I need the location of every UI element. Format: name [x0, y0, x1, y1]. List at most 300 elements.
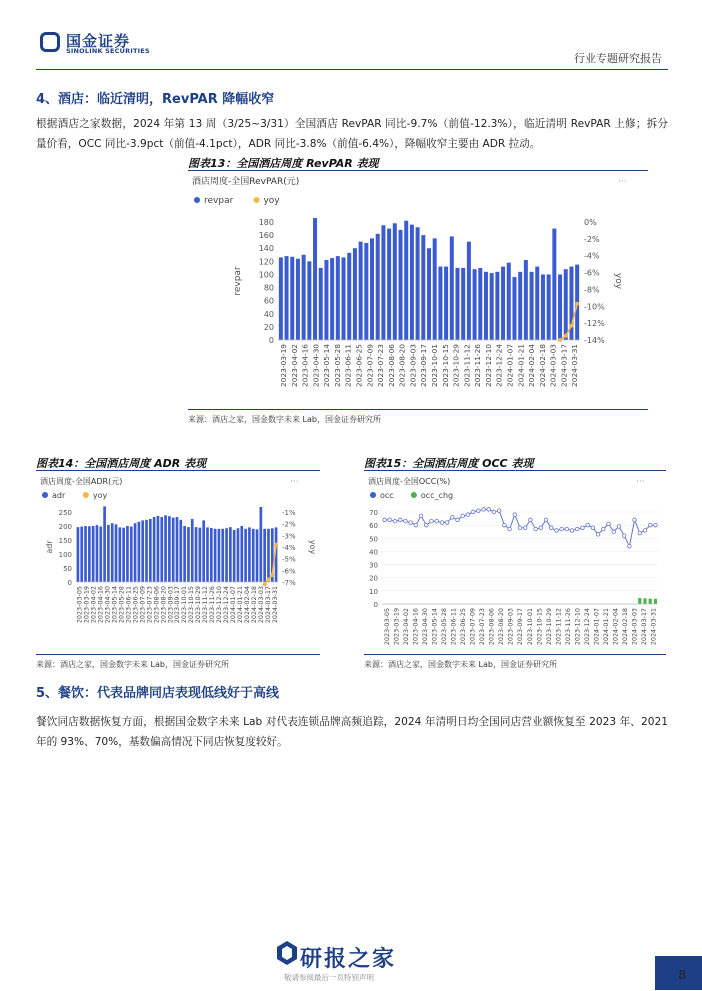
x-tick-label: 2023-09-17 — [516, 608, 525, 646]
section-4-heading: 4、酒店：临近清明，RevPAR 降幅收窄 — [36, 92, 275, 107]
occ-point-10 — [435, 519, 439, 523]
x-tick-label: 2023-04-16 — [96, 586, 105, 624]
bar-revpar-44 — [530, 272, 534, 340]
bar-revpar-16 — [370, 238, 374, 340]
occ-point-0 — [383, 518, 387, 522]
brand-name-en: SINOLINK SECURITIES — [66, 47, 150, 55]
section-5-paragraph: 餐饮同店数据恢复方面，根据国金数字未来 Lab 对代表连锁品牌高频追踪，2024 年清明日均全国同店营业额恢复至 2023 年、2021 年的 93%、70%，基数偏高情况下同店恢复度较好。 — [36, 716, 668, 748]
y-tick-label: 60 — [263, 296, 274, 306]
occ-point-45 — [617, 525, 621, 529]
x-tick-label: 2023-06-11 — [449, 608, 458, 646]
legend-label-adr: adr — [52, 491, 66, 500]
x-tick-label: 2024-01-07 — [592, 608, 601, 646]
bar-revpar-40 — [507, 263, 511, 340]
chart-title: 酒店周度-全国RevPAR(元) — [192, 177, 300, 187]
occ-point-52 — [654, 523, 658, 527]
legend-label-occ_chg: occ_chg — [420, 491, 454, 500]
more-options-icon: ··· — [290, 477, 299, 487]
x-tick-label: 2023-03-05 — [75, 586, 84, 624]
y-tick-label: 100 — [258, 270, 274, 280]
x-tick-label: 2023-07-09 — [138, 586, 147, 624]
fig13-source: 来源：酒店之家，国金数字未来 Lab，国金证券研究所 — [188, 415, 381, 424]
bar-revpar-10 — [336, 256, 340, 340]
y2-tick-label: -8% — [584, 285, 600, 295]
x-tick-label: 2024-03-03 — [256, 586, 265, 624]
yoy-point-51 — [270, 573, 274, 577]
x-tick-label: 2023-11-26 — [563, 608, 572, 646]
x-tick-label: 2024-02-18 — [249, 586, 258, 624]
x-tick-label: 2023-05-28 — [117, 586, 126, 624]
occ-point-29 — [534, 527, 538, 531]
x-tick-label: 2023-04-30 — [311, 344, 321, 387]
bar-revpar-42 — [518, 272, 522, 340]
x-tick-label: 2023-03-19 — [392, 608, 401, 646]
bar-revpar-30 — [450, 236, 454, 340]
y-tick-label: 50 — [369, 535, 378, 544]
section-4-paragraph: 根据酒店之家数据，2024 年第 13 周（3/25~3/31）全国酒店 RevPAR 同比-9.7%（前值-12.3%），临近清明 RevPAR 上修；拆分量价看，OCC 同比-3.9pct（前值-4.1pct），ADR 同比-3.8%（前值-6.4%），降幅收窄主要由 ADR 拉动。 — [36, 118, 668, 150]
watermark-brand: 研报之家 — [300, 947, 397, 972]
yoy-point-50 — [564, 334, 568, 338]
y2-tick-label: 0% — [584, 218, 597, 227]
x-tick-label: 2023-10-29 — [451, 344, 461, 387]
bar-adr-48 — [260, 507, 263, 582]
bar-adr-27 — [179, 520, 182, 582]
yoy-point-50 — [266, 578, 270, 582]
occ-point-41 — [596, 533, 600, 537]
x-tick-label: 2023-08-20 — [497, 608, 506, 646]
x-tick-label: 2023-03-05 — [382, 608, 391, 646]
bar-adr-34 — [206, 527, 209, 582]
bar-adr-25 — [172, 518, 175, 582]
x-tick-label: 2024-03-17 — [639, 608, 648, 646]
bar-revpar-14 — [359, 242, 363, 340]
x-tick-label: 2023-07-23 — [478, 608, 487, 646]
x-tick-label: 2024-02-04 — [242, 586, 251, 624]
yoy-line — [560, 304, 577, 340]
legend-label-occ: occ — [380, 491, 394, 500]
occ-point-42 — [602, 527, 606, 531]
x-tick-label: 2023-10-29 — [194, 586, 203, 624]
x-tick-label: 2023-09-03 — [166, 586, 175, 624]
x-tick-label: 2023-10-15 — [440, 344, 450, 387]
x-tick-label: 2023-11-26 — [473, 344, 483, 387]
fig14-label: 图表14：全国酒店周度 ADR 表现 — [36, 457, 207, 470]
y2-tick-label: -3% — [282, 532, 296, 541]
fig15-occ-chart — [364, 472, 666, 652]
occ-chg-bar-49 — [638, 598, 641, 604]
occ-point-51 — [648, 523, 652, 527]
occ-point-3 — [398, 518, 402, 522]
bar-adr-43 — [240, 526, 243, 582]
bar-revpar-23 — [410, 225, 414, 340]
yoy-point-49 — [263, 582, 267, 586]
x-tick-label: 2023-03-19 — [82, 586, 91, 624]
bar-adr-21 — [157, 516, 160, 582]
bar-revpar-46 — [541, 274, 545, 340]
bar-revpar-43 — [524, 260, 528, 340]
x-tick-label: 2023-10-29 — [544, 608, 553, 646]
bar-revpar-0 — [279, 257, 283, 340]
x-tick-label: 2023-07-23 — [145, 586, 154, 624]
bar-adr-20 — [153, 517, 156, 582]
x-tick-label: 2024-03-31 — [270, 586, 279, 624]
bar-adr-44 — [244, 529, 247, 582]
bar-revpar-15 — [364, 243, 368, 340]
bar-adr-26 — [176, 517, 179, 582]
x-tick-label: 2023-06-25 — [459, 608, 468, 646]
y2-tick-label: -6% — [282, 567, 296, 576]
bar-revpar-18 — [381, 225, 385, 340]
bar-revpar-19 — [387, 229, 391, 340]
occ-chg-bar-52 — [654, 599, 657, 604]
x-tick-label: 2023-10-01 — [180, 586, 189, 624]
footer-disclaimer: 敬请参阅最后一页特别声明 — [284, 973, 374, 982]
x-tick-label: 2023-09-17 — [173, 586, 182, 624]
y-tick-label: 80 — [263, 283, 274, 293]
x-tick-label: 2023-05-28 — [332, 344, 342, 387]
occ-point-21 — [492, 510, 496, 514]
brand-logo-icon — [40, 32, 60, 52]
bar-revpar-32 — [461, 268, 465, 340]
bar-adr-15 — [134, 523, 137, 582]
x-tick-label: 2023-08-06 — [487, 608, 496, 646]
occ-point-43 — [607, 522, 611, 526]
y-tick-label: 120 — [258, 257, 274, 267]
fig15-source: 来源：酒店之家，国金数字未来 Lab，国金证券研究所 — [364, 660, 557, 669]
bar-revpar-36 — [484, 272, 488, 340]
y-tick-label: 70 — [369, 509, 378, 517]
bar-adr-9 — [111, 523, 114, 582]
x-tick-label: 2023-04-30 — [103, 586, 112, 624]
legend-marker-yoy — [83, 492, 89, 498]
legend-label-yoy: yoy — [263, 196, 280, 206]
bar-adr-1 — [80, 527, 83, 582]
occ-point-17 — [471, 510, 475, 514]
bar-revpar-50 — [564, 269, 568, 340]
y2-tick-label: -5% — [282, 555, 296, 564]
x-tick-label: 2023-04-02 — [89, 586, 98, 624]
bar-adr-8 — [107, 525, 110, 582]
x-tick-label: 2024-02-18 — [537, 344, 547, 387]
fig14-adr-chart — [36, 472, 320, 652]
occ-chg-bar-51 — [649, 599, 652, 604]
legend-marker-adr — [42, 492, 48, 498]
bar-revpar-5 — [307, 261, 311, 340]
y2-tick-label: -14% — [584, 336, 605, 345]
bar-adr-46 — [252, 529, 255, 582]
bar-adr-37 — [218, 529, 221, 582]
y-tick-label: 20 — [369, 574, 378, 583]
occ-point-9 — [430, 519, 434, 523]
x-tick-label: 2023-06-25 — [131, 586, 140, 624]
legend-marker-occ_chg — [411, 492, 417, 498]
x-tick-label: 2023-05-14 — [110, 586, 119, 624]
bar-adr-49 — [263, 529, 266, 582]
bar-adr-31 — [195, 527, 198, 582]
x-tick-label: 2023-07-09 — [365, 344, 375, 387]
x-tick-label: 2023-12-24 — [221, 586, 230, 624]
x-tick-label: 2023-11-12 — [201, 586, 210, 624]
y2-tick-label: -2% — [584, 234, 600, 244]
fig14-source: 来源：酒店之家，国金数字未来 Lab，国金证券研究所 — [36, 660, 229, 669]
bar-revpar-21 — [399, 230, 403, 340]
y-axis-label: adr — [45, 540, 54, 554]
x-tick-label: 2023-06-11 — [124, 586, 133, 624]
x-tick-label: 2023-07-23 — [376, 344, 386, 387]
more-options-icon: ··· — [636, 477, 645, 487]
bar-revpar-3 — [296, 259, 300, 340]
occ-point-8 — [424, 523, 428, 527]
x-tick-label: 2023-04-16 — [300, 344, 310, 387]
x-tick-label: 2023-04-16 — [411, 608, 420, 646]
occ-point-48 — [633, 518, 637, 522]
x-tick-label: 2024-03-03 — [548, 344, 558, 387]
bar-revpar-48 — [552, 229, 556, 340]
bar-adr-32 — [199, 528, 202, 582]
x-tick-label: 2024-03-31 — [649, 608, 658, 646]
bar-revpar-41 — [512, 277, 516, 340]
occ-point-18 — [477, 509, 481, 513]
y2-tick-label: -4% — [584, 251, 600, 261]
y-tick-label: 100 — [58, 551, 72, 559]
bar-adr-40 — [229, 527, 232, 582]
section-5-heading: 5、餐饮：代表品牌同店表现低线好于高线 — [36, 686, 280, 701]
bar-adr-7 — [103, 506, 106, 582]
occ-point-36 — [570, 529, 574, 533]
fig15-top-rule — [364, 470, 666, 471]
x-tick-label: 2023-12-10 — [215, 586, 224, 624]
occ-point-27 — [523, 526, 527, 530]
x-tick-label: 2023-05-28 — [440, 608, 449, 646]
occ-point-14 — [456, 518, 460, 522]
occ-point-7 — [419, 514, 423, 518]
bar-revpar-9 — [330, 258, 334, 340]
fig13-top-rule — [188, 170, 648, 171]
occ-point-11 — [440, 521, 444, 525]
legend-marker-occ — [370, 492, 376, 498]
bar-revpar-25 — [421, 235, 425, 340]
occ-point-1 — [388, 518, 392, 522]
y-tick-label: 160 — [258, 231, 274, 241]
x-tick-label: 2023-04-02 — [402, 608, 411, 646]
y2-tick-label: -1% — [282, 509, 296, 517]
occ-point-31 — [544, 518, 548, 522]
y-tick-label: 0 — [268, 336, 274, 345]
x-tick-label: 2024-03-03 — [630, 608, 639, 646]
fig14-bottom-rule — [36, 654, 320, 655]
y-tick-label: 180 — [258, 218, 274, 227]
x-tick-label: 2023-08-20 — [159, 586, 168, 624]
bar-adr-33 — [202, 520, 205, 582]
legend-marker-yoy — [253, 197, 259, 203]
legend-label-revpar: revpar — [204, 196, 234, 206]
bar-adr-38 — [221, 529, 224, 582]
occ-point-34 — [560, 527, 564, 531]
occ-point-13 — [451, 515, 455, 519]
occ-point-25 — [513, 513, 517, 517]
bar-revpar-20 — [393, 223, 397, 340]
x-tick-label: 2024-02-04 — [611, 608, 620, 646]
occ-point-39 — [586, 523, 590, 527]
bar-adr-35 — [210, 528, 213, 582]
bar-revpar-34 — [473, 269, 477, 340]
occ-point-46 — [622, 534, 626, 538]
x-tick-label: 2023-10-15 — [187, 586, 196, 624]
occ-point-44 — [612, 530, 616, 534]
x-tick-label: 2024-01-21 — [601, 608, 610, 646]
fig14-top-rule — [36, 470, 320, 471]
occ-point-15 — [461, 514, 465, 518]
bar-adr-5 — [96, 525, 99, 582]
x-tick-label: 2023-12-10 — [573, 608, 582, 646]
occ-point-6 — [414, 523, 418, 527]
x-tick-label: 2023-03-19 — [278, 344, 288, 387]
occ-point-4 — [404, 519, 408, 523]
occ-point-22 — [497, 509, 501, 513]
y-tick-label: 250 — [58, 509, 72, 517]
occ-point-28 — [529, 518, 533, 522]
occ-point-40 — [591, 526, 595, 530]
x-tick-label: 2024-03-17 — [559, 344, 569, 387]
bar-revpar-13 — [353, 248, 357, 340]
x-tick-label: 2023-06-11 — [343, 344, 353, 387]
bar-adr-18 — [145, 520, 148, 582]
y2-tick-label: -6% — [584, 268, 600, 278]
y2-axis-label: yoy — [613, 272, 623, 290]
occ-point-23 — [503, 523, 507, 527]
fig13-bottom-rule — [188, 409, 648, 410]
bar-adr-2 — [84, 526, 87, 582]
occ-point-49 — [638, 531, 642, 535]
occ-point-26 — [518, 526, 522, 530]
fig15-label: 图表15：全国酒店周度 OCC 表现 — [364, 457, 534, 470]
x-tick-label: 2023-05-14 — [322, 344, 332, 387]
x-tick-label: 2024-01-07 — [228, 586, 237, 624]
bar-revpar-31 — [455, 268, 459, 340]
bar-revpar-6 — [313, 218, 317, 340]
bar-revpar-33 — [467, 242, 471, 340]
y-tick-label: 30 — [369, 561, 378, 570]
bar-adr-41 — [233, 530, 236, 582]
occ-point-37 — [575, 527, 579, 531]
bar-adr-36 — [214, 529, 217, 582]
occ-point-20 — [487, 508, 491, 512]
watermark-brand-icon — [276, 940, 298, 966]
bar-revpar-1 — [285, 256, 289, 340]
y2-axis-label: yoy — [308, 539, 317, 555]
y-tick-label: 20 — [263, 322, 274, 332]
occ-point-35 — [565, 527, 569, 531]
bar-adr-19 — [149, 519, 152, 582]
bar-adr-47 — [256, 529, 259, 582]
bar-revpar-7 — [319, 268, 323, 340]
bar-revpar-17 — [376, 234, 380, 340]
x-tick-label: 2023-04-02 — [289, 344, 299, 387]
bar-revpar-26 — [427, 248, 431, 340]
x-tick-label: 2023-09-03 — [408, 344, 418, 387]
bar-adr-16 — [138, 522, 141, 582]
bar-revpar-12 — [347, 253, 351, 340]
bar-revpar-29 — [444, 267, 448, 340]
x-tick-label: 2023-11-26 — [208, 586, 217, 624]
x-tick-label: 2023-11-12 — [462, 344, 472, 387]
y-tick-label: 10 — [369, 587, 378, 596]
occ-point-30 — [539, 526, 543, 530]
x-tick-label: 2024-01-07 — [505, 344, 515, 387]
x-tick-label: 2023-08-06 — [152, 586, 161, 624]
x-tick-label: 2023-09-17 — [419, 344, 429, 387]
bar-revpar-8 — [324, 260, 328, 340]
y2-tick-label: -10% — [584, 302, 605, 312]
occ-point-19 — [482, 508, 486, 512]
yoy-line — [265, 545, 276, 585]
bar-revpar-24 — [416, 227, 420, 340]
bar-adr-17 — [141, 520, 144, 582]
yoy-point-52 — [274, 543, 278, 547]
occ-point-12 — [445, 521, 449, 525]
bar-adr-6 — [99, 527, 102, 582]
y-tick-label: 140 — [258, 244, 274, 254]
brand-name-cn: 国金证券 — [66, 32, 131, 50]
header-divider — [36, 69, 668, 70]
x-tick-label: 2023-10-15 — [535, 608, 544, 646]
x-tick-label: 2024-01-21 — [235, 586, 244, 624]
bar-revpar-22 — [404, 221, 408, 340]
bar-revpar-35 — [478, 268, 482, 340]
bar-adr-13 — [126, 526, 129, 582]
x-tick-label: 2023-10-01 — [429, 344, 439, 387]
x-tick-label: 2023-12-10 — [483, 344, 493, 387]
bar-adr-0 — [77, 527, 80, 582]
x-tick-label: 2024-02-04 — [527, 344, 537, 387]
x-tick-label: 2023-05-14 — [430, 608, 439, 646]
x-tick-label: 2024-02-18 — [620, 608, 629, 646]
occ-chg-bar-50 — [643, 598, 646, 604]
occ-point-38 — [581, 526, 585, 530]
page-number: 8 — [678, 968, 686, 982]
x-tick-label: 2023-12-24 — [494, 344, 504, 387]
y2-tick-label: -12% — [584, 319, 605, 329]
occ-point-47 — [628, 544, 632, 548]
bar-adr-3 — [88, 526, 91, 582]
bar-adr-42 — [237, 528, 240, 582]
x-tick-label: 2024-03-31 — [570, 344, 580, 387]
y-tick-label: 40 — [263, 309, 274, 319]
x-tick-label: 2023-07-09 — [468, 608, 477, 646]
occ-point-50 — [643, 529, 647, 533]
bar-revpar-27 — [433, 238, 437, 340]
bar-revpar-45 — [535, 267, 539, 340]
occ-point-5 — [409, 521, 413, 525]
bar-adr-24 — [168, 516, 171, 582]
fig13-label: 图表13：全国酒店周度 RevPAR 表现 — [188, 157, 379, 170]
legend-marker-revpar — [194, 197, 200, 203]
fig13-revpar-chart — [188, 172, 648, 408]
bar-adr-4 — [92, 526, 95, 582]
y2-tick-label: -2% — [282, 520, 296, 529]
report-type-label: 行业专题研究报告 — [574, 52, 662, 65]
y-tick-label: 0 — [373, 601, 378, 609]
bar-adr-14 — [130, 527, 133, 582]
yoy-point-51 — [569, 324, 573, 328]
chart-title: 酒店周度-全国ADR(元) — [40, 477, 123, 486]
bar-adr-10 — [115, 524, 118, 582]
bar-adr-29 — [187, 527, 190, 582]
y-tick-label: 150 — [58, 537, 72, 545]
bar-revpar-47 — [547, 274, 551, 340]
bar-revpar-39 — [501, 267, 505, 340]
x-tick-label: 2023-04-30 — [421, 608, 430, 646]
